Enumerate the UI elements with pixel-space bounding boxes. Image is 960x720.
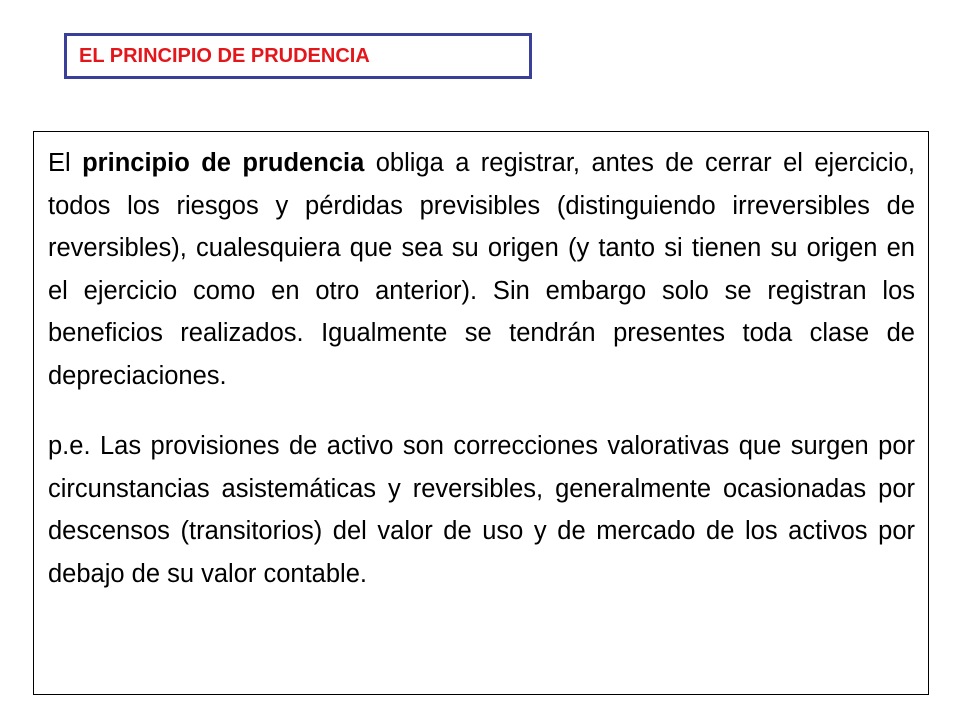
paragraph-principle-body: obliga a registrar, antes de cerrar el ejercicio, todos los riesgos y pérdidas previsibles (distinguiendo irreversibles de reversibles), cualesquiera que sea su origen (y tanto si tienen su origen en el ejercicio como en otro anterior). Sin embargo solo se registran los beneficios realizados. Igualmente se tendrán presentes toda clase de depreciaciones.: [48, 149, 915, 390]
paragraph-principle: [48, 142, 915, 397]
title-box: [64, 33, 532, 79]
content-box: [33, 131, 929, 695]
paragraph-example: p.e. Las provisiones de activo son correcciones valorativas que surgen por circunstancias asistemáticas y reversibles, generalmente ocasionadas por descensos (transitorios) del valor de uso y de mercado de los activos por debajo de su valor contable.: [48, 432, 915, 588]
paragraph-principle-intro: El: [48, 149, 83, 177]
paragraph-principle-term: principio de prudencia: [82, 149, 365, 177]
slide-title: EL PRINCIPIO DE PRUDENCIA: [79, 44, 370, 67]
